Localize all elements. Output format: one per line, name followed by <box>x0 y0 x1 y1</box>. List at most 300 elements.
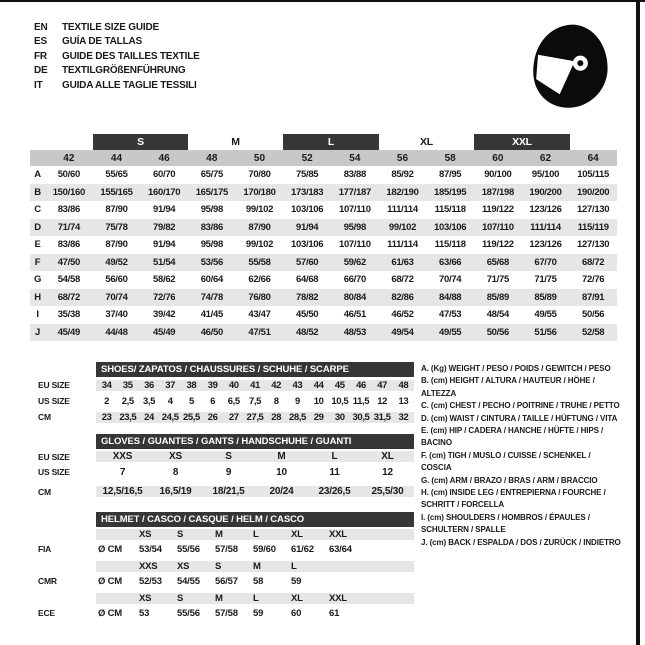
language-row <box>34 64 334 78</box>
legend-item: I. (cm) SHOULDERS / HOMBROS / ÉPAULES / SCHULTERN / SPALLE <box>421 512 590 535</box>
size-group-xxl: XXL <box>474 134 570 150</box>
size-cell: 23,5 <box>119 411 137 423</box>
size-cell: 2,5 <box>121 395 134 407</box>
size-label-cell: L <box>291 560 297 572</box>
measurement-cell: 150/160 <box>52 186 85 198</box>
size-column-header: 62 <box>539 152 552 164</box>
measurement-cell: 49/52 <box>105 256 128 268</box>
measurement-cell: 47/50 <box>57 256 80 268</box>
measurement-cell: 87/95 <box>439 169 462 181</box>
circumference-cell: 57/58 <box>215 543 238 555</box>
measurement-cell: 190/200 <box>577 186 610 198</box>
measurement-cell: 170/180 <box>243 186 276 198</box>
gloves-section-title: GLOVES / GUANTES / GANTS / HANDSCHUHE / GUANTI <box>96 434 414 449</box>
size-cell: 10 <box>313 395 324 407</box>
measurement-cell: 65/68 <box>486 256 509 268</box>
circumference-cell: 60 <box>291 607 302 619</box>
measurement-cell: 48/52 <box>296 326 319 338</box>
measurement-cell: 95/98 <box>343 221 366 233</box>
circumference-cell: 52/53 <box>139 575 162 587</box>
language-code: FR <box>34 50 47 62</box>
circumference-cell: 61/62 <box>291 543 314 555</box>
language-code: DE <box>34 65 48 77</box>
measurement-cell: 187/198 <box>481 186 514 198</box>
measurement-cell: 41/45 <box>200 309 223 321</box>
helmet-size-table <box>30 512 414 621</box>
size-cell: 37 <box>165 379 176 391</box>
measurement-cell: 46/51 <box>343 309 366 321</box>
table-row <box>30 236 617 254</box>
circumference-cell: 54/55 <box>177 575 200 587</box>
row-values <box>96 593 414 604</box>
size-label-cell: L <box>253 528 259 540</box>
table-row <box>30 306 617 324</box>
size-cell: 20/24 <box>269 486 294 498</box>
row-letter: F <box>34 256 41 268</box>
measurement-cell: 72/76 <box>582 274 605 286</box>
circumference-cell: 59 <box>291 575 302 587</box>
row-values <box>96 412 414 423</box>
row-label: US SIZE <box>38 467 70 478</box>
legend-item: E. (cm) HIP / CADERA / HANCHE / HÜFTE / HIPS / BACINO <box>421 426 604 448</box>
legend-item: J. (cm) BACK / ESPALDA / DOS / ZURÜCK / INDIETRO <box>421 537 621 547</box>
guide-title: GUIDA ALLE TAGLIE TESSILI <box>62 79 197 91</box>
size-cell: 27 <box>228 411 239 423</box>
measurement-cell: 95/98 <box>200 204 223 216</box>
size-cell: 28 <box>271 411 282 423</box>
size-cell: 35 <box>122 379 133 391</box>
measurement-cell: 107/110 <box>338 204 371 216</box>
measurement-cell: 70/80 <box>248 169 271 181</box>
measurement-cell: 37/40 <box>105 309 128 321</box>
shoes-size-table <box>30 362 414 425</box>
size-cell: 28,5 <box>288 411 306 423</box>
size-cell: 23 <box>101 411 112 423</box>
measurement-cell: 115/119 <box>577 221 609 233</box>
table-row <box>30 409 414 425</box>
measurement-cell: 45/49 <box>57 326 80 338</box>
size-group-m: M <box>231 136 240 148</box>
measurement-cell: 60/64 <box>200 274 223 286</box>
size-cell: 7,5 <box>248 395 261 407</box>
row-letter: D <box>34 221 41 233</box>
circumference-cell: 55/56 <box>177 607 200 619</box>
size-cell: 36 <box>144 379 154 391</box>
size-cell: 46 <box>356 379 366 391</box>
header-spacer <box>30 512 96 527</box>
size-label-cell: XXL <box>329 528 347 540</box>
measurement-cell: 190/200 <box>529 186 562 198</box>
size-group-l: L <box>283 134 379 150</box>
measurement-cell: 44/48 <box>105 326 128 338</box>
language-code: IT <box>34 79 43 91</box>
table-row <box>30 219 617 237</box>
measurement-cell: 70/74 <box>439 274 462 286</box>
size-cell: 32 <box>398 411 409 423</box>
size-cell: 24,5 <box>161 411 179 423</box>
measurement-cell: 63/66 <box>439 256 462 268</box>
measurement-cell: 60/70 <box>153 169 176 181</box>
table-row <box>30 527 414 541</box>
size-cell: 10,5 <box>331 395 349 407</box>
measurement-cell: 66/70 <box>343 274 366 286</box>
size-column-header: 52 <box>301 152 313 164</box>
size-label-cell: S <box>215 560 222 572</box>
size-column-header: 50 <box>253 152 266 164</box>
measurement-cell: 111/114 <box>387 239 418 251</box>
measurement-cell: 54/58 <box>57 274 80 286</box>
circumference-cell: 63/64 <box>329 543 352 555</box>
size-column-header: 48 <box>206 152 218 164</box>
unit-cell: Ø CM <box>98 543 123 555</box>
measurement-cell: 111/114 <box>530 221 561 233</box>
size-label-cell: XS <box>139 528 152 540</box>
table-row <box>30 541 414 557</box>
measurement-cell: 70/74 <box>105 291 128 303</box>
guide-title: TEXTILGRÖßENFÜHRUNG <box>62 65 186 77</box>
measurement-cell: 91/94 <box>153 239 176 251</box>
circumference-cell: 56/57 <box>215 575 238 587</box>
measurement-cell: 123/126 <box>529 204 562 216</box>
size-cell: 38 <box>186 379 197 391</box>
row-letter: H <box>34 291 41 303</box>
size-cell: 9 <box>225 466 232 478</box>
size-label-cell: XS <box>177 560 190 572</box>
measurement-cell: 45/50 <box>296 309 319 321</box>
measurement-cell: 107/110 <box>338 239 371 251</box>
row-values <box>96 486 414 497</box>
size-label-cell: XL <box>291 592 303 604</box>
size-label-cell: M <box>215 592 223 604</box>
size-cell: 43 <box>292 379 303 391</box>
measurement-cell: 47/53 <box>439 309 462 321</box>
measurement-cell: 51/54 <box>153 256 176 268</box>
size-cell: 8 <box>273 395 279 407</box>
measurement-cell: 82/86 <box>391 291 414 303</box>
row-label: EU SIZE <box>38 380 70 390</box>
measurement-cell: 185/195 <box>434 186 467 198</box>
size-number-row <box>30 150 617 166</box>
legend-item: A. (Kg) WEIGHT / PESO / POIDS / GEWITCH / PESO <box>421 364 611 373</box>
size-cell: 26 <box>207 411 218 423</box>
size-column-header: 60 <box>492 152 504 164</box>
size-cell: 47 <box>377 379 388 391</box>
standard-label: ECE <box>38 608 55 618</box>
size-cell: 11 <box>329 466 340 478</box>
language-title-list <box>34 21 334 93</box>
measurement-cell: 75/85 <box>296 169 319 181</box>
row-letter: J <box>35 326 40 338</box>
table-row <box>30 289 617 307</box>
measurement-cell: 39/42 <box>153 309 176 321</box>
table-row <box>30 271 617 289</box>
language-row <box>34 79 334 93</box>
language-row <box>34 50 334 64</box>
size-cell: 11,5 <box>352 395 370 407</box>
helmet-header-row <box>30 512 414 527</box>
helmet-rows <box>30 527 414 621</box>
measurement-cell: 80/84 <box>343 291 366 303</box>
row-letter: C <box>34 204 41 216</box>
row-values <box>96 561 414 572</box>
measurement-cell: 85/89 <box>486 291 509 303</box>
size-cell: 41 <box>250 379 260 391</box>
legend-item: B. (cm) HEIGHT / ALTURA / HAUTEUR / HÖHE / ALTEZZA <box>421 376 595 398</box>
row-values <box>96 467 414 478</box>
shoes-header-row <box>30 362 414 377</box>
measurement-cell: 53/56 <box>200 256 223 268</box>
size-cell: 16,5/19 <box>159 486 192 498</box>
measurement-cell: 105/115 <box>577 169 610 181</box>
measurement-cell: 55/65 <box>105 169 128 181</box>
table-row <box>30 605 414 621</box>
size-column-header: 44 <box>110 152 123 164</box>
measurement-cell: 46/50 <box>200 326 223 338</box>
measurement-cell: 95/100 <box>531 169 560 181</box>
size-label-cell: XL <box>291 528 303 540</box>
measurement-cell: 46/52 <box>391 309 414 321</box>
header-spacer <box>30 434 96 449</box>
size-cell: 48 <box>398 379 409 391</box>
row-letter: B <box>34 186 41 198</box>
unit-cell: Ø CM <box>98 575 123 587</box>
size-cell: 42 <box>271 379 282 391</box>
measurement-cell: 71/75 <box>486 274 509 286</box>
row-values <box>96 451 414 462</box>
page-border-top <box>0 0 645 2</box>
size-cell: 12 <box>377 395 388 407</box>
measurement-cell: 119/122 <box>481 204 514 216</box>
measurement-cell: 49/55 <box>439 326 462 338</box>
measurement-cell: 165/175 <box>195 186 228 198</box>
measurement-cell: 83/86 <box>57 204 80 216</box>
measurement-cell: 67/70 <box>534 256 557 268</box>
size-label-cell: M <box>253 560 261 572</box>
size-label-cell: XXL <box>329 592 347 604</box>
measurement-cell: 87/90 <box>248 221 271 233</box>
measurement-cell: 115/118 <box>434 239 466 251</box>
measurement-cell: 61/63 <box>391 256 414 268</box>
measurement-cell: 177/187 <box>338 186 371 198</box>
measurement-cell: 119/122 <box>481 239 514 251</box>
measurement-cell: 85/92 <box>391 169 414 181</box>
measurement-cell: 99/102 <box>245 239 274 251</box>
size-column-header: 56 <box>396 152 409 164</box>
table-row <box>30 449 414 465</box>
measurement-cell: 64/68 <box>296 274 319 286</box>
size-cell: 7 <box>119 466 126 478</box>
guide-title: TEXTILE SIZE GUIDE <box>62 22 159 33</box>
measurement-cell: 35/38 <box>57 309 80 321</box>
measurement-cell: 71/75 <box>534 274 557 286</box>
measurement-rows <box>30 166 617 341</box>
size-cell: M <box>277 451 286 463</box>
measurement-cell: 68/72 <box>582 256 605 268</box>
row-values <box>96 544 414 555</box>
size-group-header-row <box>30 134 617 150</box>
measurement-cell: 155/165 <box>100 186 133 198</box>
size-label-cell: M <box>215 528 223 540</box>
size-label-cell: S <box>177 528 184 540</box>
racing-helmet-icon <box>523 15 617 117</box>
size-label-cell: XS <box>139 592 152 604</box>
measurement-cell: 160/170 <box>148 186 181 198</box>
size-cell: 12 <box>382 466 393 478</box>
measurement-cell: 75/78 <box>105 221 128 233</box>
size-cell: 23/26,5 <box>318 486 351 498</box>
measurement-cell: 55/58 <box>248 256 271 268</box>
row-values <box>96 608 414 619</box>
table-row <box>30 377 414 393</box>
language-code: ES <box>34 36 47 48</box>
measurement-cell: 50/60 <box>57 169 80 181</box>
measurement-cell: 56/60 <box>105 274 128 286</box>
measurement-cell: 68/72 <box>57 291 80 303</box>
measurement-cell: 72/76 <box>153 291 176 303</box>
row-letter: G <box>33 274 42 286</box>
size-cell: 27,5 <box>246 411 264 423</box>
table-row <box>30 201 617 219</box>
measurement-cell: 87/91 <box>582 291 605 303</box>
language-row <box>34 35 334 49</box>
gloves-size-table <box>30 434 414 500</box>
measurement-cell: 90/100 <box>484 169 512 181</box>
measurement-cell: 87/90 <box>105 204 128 216</box>
measurement-cell: 51/56 <box>534 326 557 338</box>
table-row <box>30 166 617 184</box>
row-values <box>96 529 414 540</box>
size-cell: XS <box>169 451 182 463</box>
size-cell: 30 <box>334 411 345 423</box>
size-cell: 24 <box>144 411 154 423</box>
size-cell: 5 <box>188 395 194 407</box>
table-row <box>30 184 617 202</box>
size-cell: 10 <box>276 466 287 478</box>
standard-label: FIA <box>38 544 52 554</box>
measurement-cell: 50/56 <box>486 326 509 338</box>
measurement-cell: 103/106 <box>291 204 324 216</box>
measurement-cell: 58/62 <box>153 274 176 286</box>
size-cell: 29 <box>313 411 324 423</box>
circumference-cell: 59 <box>253 607 264 619</box>
measurement-cell: 115/118 <box>434 204 466 216</box>
size-cell: 12,5/16,5 <box>102 486 143 498</box>
measurement-cell: 83/86 <box>200 221 223 233</box>
shoes-section-title: SHOES/ ZAPATOS / CHAUSSURES / SCHUHE / SCARPE <box>96 362 414 377</box>
measurement-cell: 83/88 <box>343 169 366 181</box>
size-cell: 25,5/30 <box>371 486 404 498</box>
legend-item: G. (cm) ARM / BRAZO / BRAS / ARM / BRACCIO <box>421 475 598 485</box>
language-row <box>34 21 334 35</box>
measurement-cell: 127/130 <box>577 239 610 251</box>
size-cell: L <box>331 451 338 463</box>
measurement-cell: 45/49 <box>153 326 176 338</box>
legend-item: F. (cm) TIGH / MUSLO / CUISSE / SCHENKEL / COSCIA <box>421 450 591 473</box>
size-cell: 40 <box>228 379 239 391</box>
table-row <box>30 484 414 500</box>
size-cell: 25,5 <box>182 411 200 423</box>
header-spacer <box>30 362 96 377</box>
helmet-section-title: HELMET / CASCO / CASQUE / HELM / CASCO <box>96 512 414 527</box>
size-column-header: 54 <box>349 152 361 164</box>
circumference-cell: 57/58 <box>215 607 238 619</box>
measurement-cell: 48/54 <box>486 309 509 321</box>
measurement-cell: 76/80 <box>248 291 271 303</box>
table-row <box>30 324 617 342</box>
gloves-header-row <box>30 434 414 449</box>
row-values <box>96 396 414 407</box>
measurement-cell: 52/58 <box>582 326 605 338</box>
legend-item: D. (cm) WAIST / CINTURA / TAILLE / HÜFTUNG / VITA <box>421 413 618 423</box>
row-letter: A <box>34 169 41 181</box>
measurement-legend <box>421 363 622 549</box>
guide-title: GUÍA DE TALLAS <box>62 36 142 48</box>
row-values <box>96 380 414 391</box>
size-column-header: 42 <box>63 152 75 164</box>
measurement-cell: 91/94 <box>296 221 319 233</box>
row-label: EU SIZE <box>38 451 70 462</box>
size-cell: 4 <box>167 395 173 407</box>
standard-label: CMR <box>38 576 57 586</box>
measurement-cell: 59/62 <box>343 256 366 268</box>
guide-title: GUIDE DES TAILLES TEXTILE <box>62 50 200 62</box>
size-label-cell: XXS <box>139 560 158 572</box>
measurement-cell: 95/98 <box>200 239 223 251</box>
table-row <box>30 465 414 481</box>
table-row <box>30 591 414 605</box>
measurement-cell: 48/53 <box>343 326 366 338</box>
circumference-cell: 61 <box>329 607 340 619</box>
legend-item: H. (cm) INSIDE LEG / ENTREPIERNA / FOURCHE / SCHRITT / FORCELLA <box>421 488 606 510</box>
size-cell: 13 <box>398 395 409 407</box>
size-cell: 34 <box>101 379 112 391</box>
size-cell: XXS <box>112 451 133 463</box>
row-label: CM <box>38 486 51 497</box>
table-row <box>30 254 617 272</box>
size-column-header: 64 <box>587 152 599 164</box>
measurement-cell: 78/82 <box>296 291 319 303</box>
measurement-cell: 182/190 <box>386 186 419 198</box>
measurement-cell: 127/130 <box>577 204 610 216</box>
table-row <box>30 559 414 573</box>
row-label: US SIZE <box>38 396 70 406</box>
size-cell: 18/21,5 <box>212 486 245 498</box>
measurement-cell: 123/126 <box>529 239 562 251</box>
measurement-cell: 99/102 <box>245 204 274 216</box>
measurement-cell: 91/94 <box>153 204 176 216</box>
measurement-cell: 65/75 <box>200 169 223 181</box>
row-label: CM <box>38 412 51 422</box>
gloves-rows <box>30 449 414 500</box>
table-row <box>30 573 414 589</box>
measurement-cell: 79/82 <box>153 221 176 233</box>
size-cell: 31,5 <box>373 411 391 423</box>
size-cell: 6,5 <box>227 395 240 407</box>
size-column-header: 46 <box>158 152 170 164</box>
size-cell: 44 <box>313 379 324 391</box>
measurement-cell: 68/72 <box>391 274 414 286</box>
size-cell: 39 <box>207 379 218 391</box>
measurement-cell: 83/86 <box>57 239 80 251</box>
measurement-cell: 103/106 <box>291 239 324 251</box>
size-label-cell: S <box>177 592 184 604</box>
circumference-cell: 53/54 <box>139 543 162 555</box>
measurement-cell: 71/74 <box>57 221 80 233</box>
measurement-cell: 74/78 <box>200 291 223 303</box>
measurement-cell: 84/88 <box>439 291 462 303</box>
measurement-cell: 103/106 <box>434 221 467 233</box>
measurement-cell: 107/110 <box>481 221 514 233</box>
